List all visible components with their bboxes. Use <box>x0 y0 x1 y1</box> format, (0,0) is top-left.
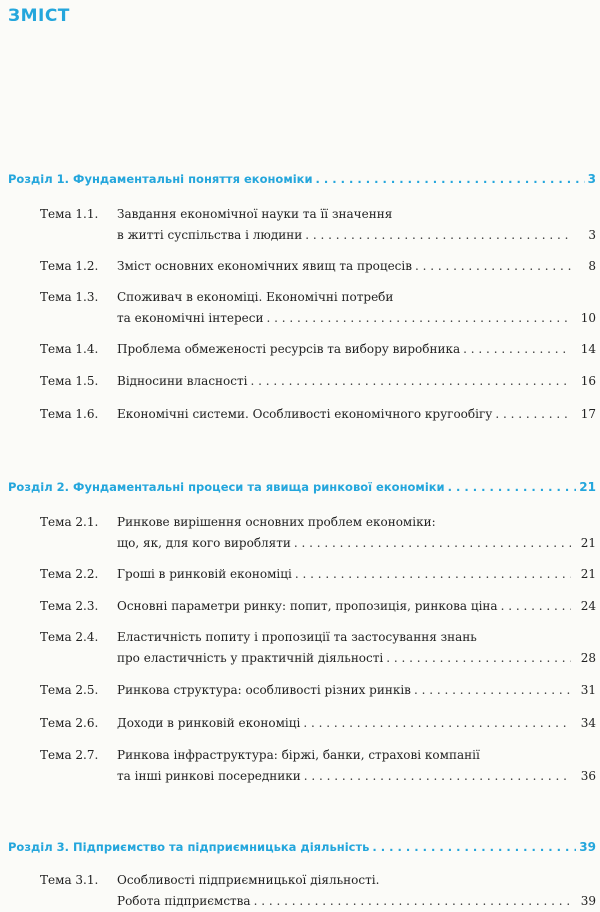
topic-title: Доходи в ринковій економіці <box>117 716 301 730</box>
topic-number: Тема 2.1. <box>40 515 99 529</box>
toc-entry-2-7[interactable] <box>40 745 596 787</box>
dot-leader <box>415 256 571 277</box>
dot-leader <box>495 404 571 425</box>
topic-number: Тема 2.5. <box>40 683 99 697</box>
section-label: Розділ 2. Фундаментальні процеси та явища ринкової економіки <box>8 480 445 494</box>
dot-leader <box>254 891 571 912</box>
toc-entry-1-1[interactable] <box>40 204 596 246</box>
dot-leader <box>386 648 571 669</box>
topic-number: Тема 2.4. <box>40 630 99 644</box>
topic-title-cont: Робота підприємства <box>117 894 251 908</box>
section-label: Розділ 1. Фундаментальні поняття економіки <box>8 172 313 186</box>
topic-page: 3 <box>588 228 596 242</box>
topic-page: 21 <box>580 536 596 550</box>
toc-entry-2-6[interactable] <box>40 713 596 734</box>
dot-leader <box>448 480 577 494</box>
toc-entry-2-1[interactable] <box>40 512 596 554</box>
dot-leader <box>267 308 572 329</box>
topic-number: Тема 1.5. <box>40 374 99 388</box>
toc-entry-2-2[interactable] <box>40 564 596 585</box>
dot-leader <box>250 371 571 392</box>
section-page: 3 <box>587 172 596 186</box>
toc-entry-3-1[interactable] <box>40 870 596 912</box>
page-title: ЗМІСТ <box>8 6 70 26</box>
topic-title: Гроші в ринковій економіці <box>117 567 292 581</box>
topic-title: Еластичність попиту і пропозиції та застосування знань <box>117 630 477 644</box>
topic-page: 21 <box>580 567 596 581</box>
section-1-heading[interactable] <box>8 172 596 192</box>
topic-number: Тема 1.2. <box>40 259 99 273</box>
dot-leader <box>316 172 585 186</box>
topic-number: Тема 1.6. <box>40 407 99 421</box>
topic-title-cont: що, як, для кого виробляти <box>117 536 291 550</box>
topic-title: Особливості підприємницької діяльності. <box>117 873 380 887</box>
topic-title: Ринкове вирішення основних проблем економіки: <box>117 515 436 529</box>
topic-title-cont: в житті суспільства і людини <box>117 228 303 242</box>
topic-title: Завдання економічної науки та її значення <box>117 207 393 221</box>
topic-page: 28 <box>580 651 596 665</box>
topic-number: Тема 1.1. <box>40 207 99 221</box>
topic-title: Проблема обмеженості ресурсів та вибору виробника <box>117 342 461 356</box>
dot-leader <box>304 766 571 787</box>
toc-entry-2-5[interactable] <box>40 680 596 701</box>
toc-entry-1-4[interactable] <box>40 339 596 360</box>
topic-title: Ринкова структура: особливості різних ринків <box>117 683 411 697</box>
topic-page: 39 <box>580 894 596 908</box>
dot-leader <box>463 339 571 360</box>
topic-page: 8 <box>588 259 596 273</box>
topic-title-cont: про еластичність у практичній діяльності <box>117 651 384 665</box>
section-3-heading[interactable] <box>8 840 596 860</box>
topic-page: 17 <box>580 407 596 421</box>
topic-number: Тема 2.2. <box>40 567 99 581</box>
topic-number: Тема 1.3. <box>40 290 99 304</box>
toc-entry-2-4[interactable] <box>40 627 596 669</box>
topic-title: Економічні системи. Особливості економічного кругообігу <box>117 407 493 421</box>
topic-title: Зміст основних економічних явищ та процесів <box>117 259 412 273</box>
topic-title: Ринкова інфраструктура: біржі, банки, страхові компанії <box>117 748 480 762</box>
dot-leader <box>303 713 571 734</box>
section-2-heading[interactable] <box>8 480 596 500</box>
dot-leader <box>372 840 576 854</box>
topic-page: 36 <box>580 769 596 783</box>
toc-entry-1-6[interactable] <box>40 404 596 425</box>
topic-page: 14 <box>580 342 596 356</box>
topic-title: Основні параметри ринку: попит, пропозиція, ринкова ціна <box>117 599 498 613</box>
section-label: Розділ 3. Підприємство та підприємницька діяльність <box>8 840 370 854</box>
topic-title: Споживач в економіці. Економічні потреби <box>117 290 394 304</box>
topic-number: Тема 3.1. <box>40 873 99 887</box>
topic-title-cont: та економічні інтереси <box>117 311 264 325</box>
dot-leader <box>294 533 571 554</box>
dot-leader <box>414 680 571 701</box>
topic-page: 34 <box>580 716 596 730</box>
topic-page: 16 <box>580 374 596 388</box>
toc-entry-1-2[interactable] <box>40 256 596 277</box>
topic-page: 31 <box>580 683 596 697</box>
topic-number: Тема 2.3. <box>40 599 99 613</box>
dot-leader <box>295 564 571 585</box>
topic-title-cont: та інші ринкові посередники <box>117 769 301 783</box>
topic-page: 10 <box>580 311 596 325</box>
dot-leader <box>501 596 571 617</box>
dot-leader <box>305 225 571 246</box>
toc-entry-2-3[interactable] <box>40 596 596 617</box>
topic-number: Тема 1.4. <box>40 342 99 356</box>
section-page: 21 <box>579 480 596 494</box>
topic-title: Відносини власності <box>117 374 248 388</box>
toc-entry-1-5[interactable] <box>40 371 596 392</box>
toc-entry-1-3[interactable] <box>40 287 596 329</box>
topic-number: Тема 2.6. <box>40 716 99 730</box>
topic-page: 24 <box>580 599 596 613</box>
topic-number: Тема 2.7. <box>40 748 99 762</box>
section-page: 39 <box>579 840 596 854</box>
